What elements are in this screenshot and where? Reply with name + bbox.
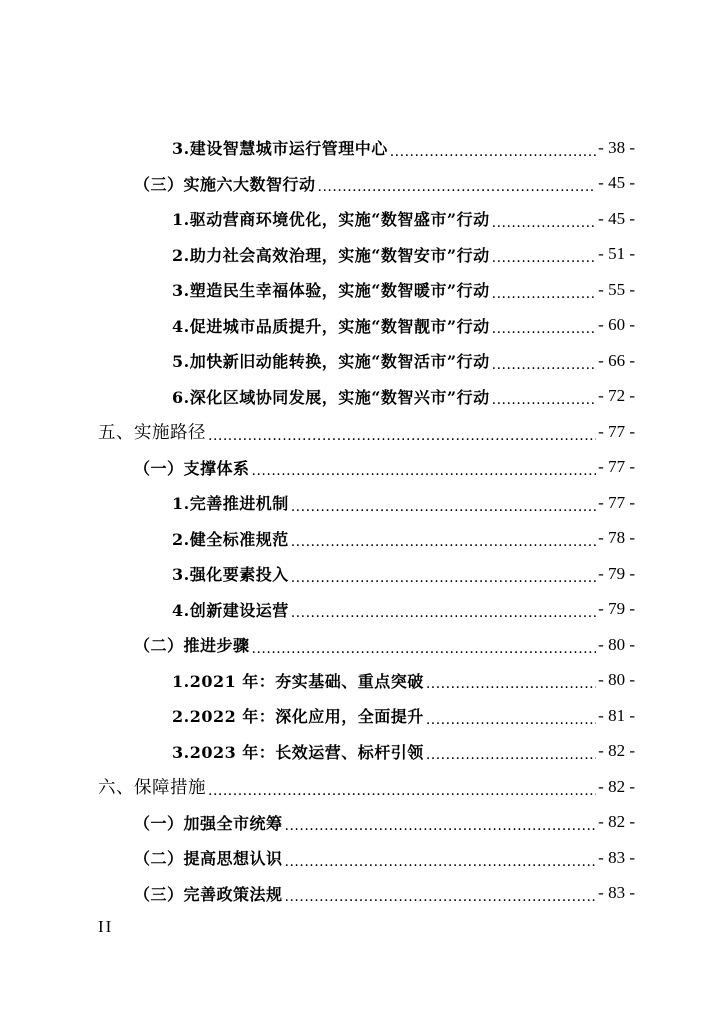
toc-entry-title: 4.创新建设运营: [172, 600, 289, 620]
toc-dot-leader: [390, 145, 596, 166]
toc-entry-page: - 79 -: [598, 563, 635, 583]
toc-entry-title: 1.驱动营商环境优化，实施“数智盛市”行动: [172, 210, 490, 230]
toc-entry[interactable]: [0, 201, 724, 237]
toc-entry[interactable]: [0, 414, 724, 450]
toc-entry-title: 2.助力社会高效治理，实施“数智安市”行动: [172, 245, 490, 265]
table-of-contents: [0, 130, 724, 911]
toc-entry[interactable]: [0, 521, 724, 557]
toc-entry[interactable]: [0, 556, 724, 592]
toc-dot-leader: [291, 500, 596, 521]
toc-dot-leader: [492, 287, 597, 308]
toc-dot-leader: [208, 784, 596, 805]
toc-entry-page: - 80 -: [598, 634, 635, 654]
toc-entry-title: 3.2023 年：长效运营、标杆引领: [172, 742, 424, 762]
toc-entry-title: （三）完善政策法规: [134, 884, 283, 904]
toc-dot-leader: [291, 606, 596, 627]
toc-dot-leader: [426, 748, 596, 769]
page-number: II: [98, 917, 114, 936]
toc-entry[interactable]: [0, 734, 724, 770]
toc-entry[interactable]: [0, 698, 724, 734]
toc-entry[interactable]: [0, 663, 724, 699]
toc-entry-page: - 51 -: [598, 244, 635, 264]
toc-entry-page: - 77 -: [598, 421, 635, 441]
toc-entry[interactable]: [0, 450, 724, 486]
toc-entry-page: - 55 -: [598, 279, 635, 299]
toc-entry-title: 1.2021 年：夯实基础、重点突破: [172, 671, 424, 691]
toc-entry-page: - 81 -: [598, 705, 635, 725]
toc-entry[interactable]: [0, 769, 724, 805]
toc-entry[interactable]: [0, 130, 724, 166]
toc-entry[interactable]: [0, 308, 724, 344]
toc-entry-page: - 82 -: [598, 812, 635, 832]
toc-dot-leader: [291, 535, 596, 556]
toc-dot-leader: [318, 180, 597, 201]
toc-entry[interactable]: [0, 379, 724, 415]
toc-entry[interactable]: [0, 485, 724, 521]
toc-dot-leader: [492, 358, 597, 379]
toc-entry-title: 3.塑造民生幸福体验，实施“数智暖市”行动: [172, 281, 490, 301]
toc-entry-page: - 45 -: [598, 208, 635, 228]
toc-entry[interactable]: [0, 272, 724, 308]
toc-dot-leader: [426, 713, 596, 734]
toc-entry[interactable]: [0, 876, 724, 912]
toc-entry-title: 六、保障措施: [98, 778, 206, 799]
toc-entry-title: 2.2022 年：深化应用，全面提升: [172, 707, 424, 727]
toc-entry-page: - 79 -: [598, 599, 635, 619]
toc-entry[interactable]: [0, 840, 724, 876]
toc-entry[interactable]: [0, 627, 724, 663]
toc-entry-title: （一）支撑体系: [134, 458, 250, 478]
toc-entry-page: - 78 -: [598, 528, 635, 548]
toc-entry-page: - 38 -: [598, 137, 635, 157]
toc-entry-title: 2.健全标准规范: [172, 529, 289, 549]
toc-entry-page: - 77 -: [598, 457, 635, 477]
toc-entry-title: 3.建设智慧城市运行管理中心: [172, 139, 388, 159]
toc-dot-leader: [426, 677, 596, 698]
toc-entry-page: - 83 -: [598, 847, 635, 867]
toc-dot-leader: [252, 464, 597, 485]
toc-entry-title: 1.完善推进机制: [172, 494, 289, 514]
toc-entry-title: （一）加强全市统筹: [134, 813, 283, 833]
toc-dot-leader: [285, 890, 597, 911]
toc-entry-page: - 77 -: [598, 492, 635, 512]
toc-entry-page: - 66 -: [598, 350, 635, 370]
toc-entry-title: 五、实施路径: [98, 423, 206, 444]
toc-entry-page: - 82 -: [598, 741, 635, 761]
toc-entry-title: 6.深化区域协同发展，实施“数智兴市”行动: [172, 387, 490, 407]
toc-dot-leader: [492, 393, 597, 414]
toc-dot-leader: [208, 429, 596, 450]
toc-entry[interactable]: [0, 805, 724, 841]
toc-entry-title: 5.加快新旧动能转换，实施“数智活市”行动: [172, 352, 490, 372]
toc-entry[interactable]: [0, 237, 724, 273]
toc-entry-page: - 82 -: [598, 776, 635, 796]
toc-dot-leader: [492, 322, 597, 343]
toc-entry-title: 4.促进城市品质提升，实施“数智靓市”行动: [172, 316, 490, 336]
toc-entry-title: 3.强化要素投入: [172, 565, 289, 585]
toc-entry-title: （三）实施六大数智行动: [134, 174, 316, 194]
toc-entry-page: - 80 -: [598, 670, 635, 690]
toc-dot-leader: [285, 819, 597, 840]
toc-entry-page: - 72 -: [598, 386, 635, 406]
toc-entry[interactable]: [0, 592, 724, 628]
toc-entry[interactable]: [0, 343, 724, 379]
toc-entry[interactable]: [0, 166, 724, 202]
toc-entry-title: （二）推进步骤: [134, 636, 250, 656]
toc-dot-leader: [291, 571, 596, 592]
toc-dot-leader: [492, 216, 597, 237]
toc-dot-leader: [252, 642, 597, 663]
toc-dot-leader: [492, 251, 597, 272]
toc-entry-title: （二）提高思想认识: [134, 849, 283, 869]
toc-entry-page: - 45 -: [598, 173, 635, 193]
toc-entry-page: - 83 -: [598, 883, 635, 903]
toc-entry-page: - 60 -: [598, 315, 635, 335]
toc-dot-leader: [285, 855, 597, 876]
